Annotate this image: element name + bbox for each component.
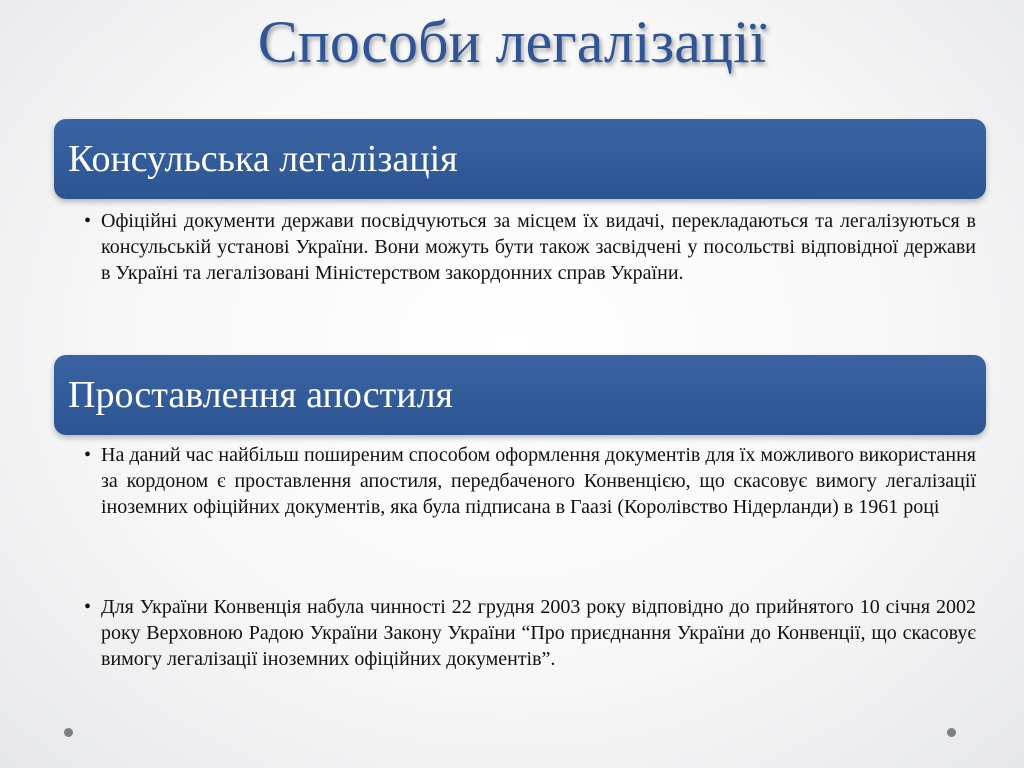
section-header-consular: Консульська легалізація xyxy=(54,119,986,199)
decorative-dot xyxy=(947,728,956,737)
bullet-item xyxy=(84,208,976,286)
decorative-dot xyxy=(64,728,73,737)
bullet-item xyxy=(84,442,976,520)
bullet-dot: • xyxy=(84,210,92,232)
bullet-dot: • xyxy=(84,444,92,466)
slide-title: Способи легалізації xyxy=(257,9,767,75)
bullet-item xyxy=(84,594,976,672)
bullet-text: На даний час найбільш поширеним способом оформлення документів для їх можливого використання за кордоном є проставлення апостиля, передбаченого Конвенцією, що скасовує вимогу легалізації іноземних офіційних документів, яка була підписана в Гаазі (Королівство Нідерланди) в 1961 році xyxy=(101,444,976,518)
bullet-text: Офіційні документи держави посвідчуються за місцем їх видачі, перекладаються та легалізуються в консульській установі України. Вони можуть бути також засвідчені у посольстві відповідної держави в Україні та легалізовані Міністерством закордонних справ України. xyxy=(101,210,976,284)
bullet-dot: • xyxy=(84,596,92,618)
section-header-apostille: Проставлення апостиля xyxy=(54,355,986,435)
bullet-text: Для України Конвенція набула чинності 22 грудня 2003 року відповідно до прийнятого 10 січня 2002 року Верховною Радою України Закону України “Про приєднання України до Конвенції, що скасовує вимогу легалізації іноземних офіційних документів”. xyxy=(101,596,976,670)
